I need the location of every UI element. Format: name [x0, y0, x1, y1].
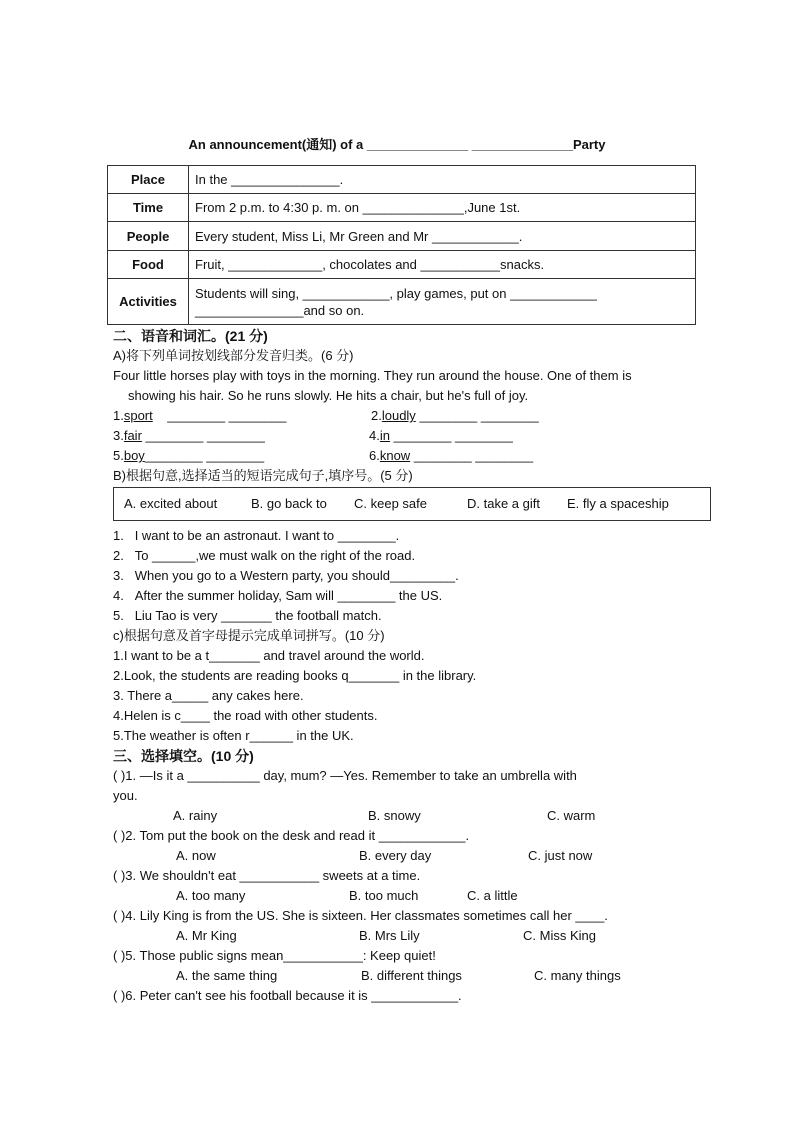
option-c: C. Miss King [523, 928, 596, 943]
row-value: Every student, Miss Li, Mr Green and Mr ____________. [189, 222, 696, 251]
option-a: A. now [176, 848, 216, 863]
list-item: 4. After the summer holiday, Sam will ________ the US. [113, 588, 443, 603]
list-item: 3. When you go to a Western party, you should_________. [113, 568, 459, 583]
list-item: 2.loudly ________ ________ [371, 408, 539, 423]
list-item: 5.boy________ ________ [113, 448, 265, 463]
option-a: A. rainy [173, 808, 218, 823]
option: E. fly a spaceship [567, 496, 669, 511]
list-item: 2. To ______,we must walk on the right of the road. [113, 548, 416, 563]
table-row [108, 222, 696, 251]
option-a: A. Mr King [176, 928, 237, 943]
list-item: 3.fair ________ ________ [113, 428, 265, 443]
partA-passage: showing his hair. So he runs slowly. He hits a chair, but he's full of joy. [128, 388, 529, 403]
list-item: 5.The weather is often r______ in the UK. [113, 728, 354, 743]
list-item: 1.sport ________ ________ [113, 408, 287, 423]
option-a: A. too many [176, 888, 246, 903]
table-row [108, 279, 696, 325]
list-item: 1. I want to be an astronaut. I want to ________. [113, 528, 400, 543]
announcement-table [107, 165, 696, 325]
option: B. go back to [251, 496, 327, 511]
option-b: B. every day [359, 848, 432, 863]
option-b: B. too much [349, 888, 419, 903]
row-value-line: _______________and so on. [195, 302, 365, 318]
list-item: 5. Liu Tao is very _______ the football match. [113, 608, 382, 623]
section3-heading: 三、选择填空。(10 分) [113, 748, 254, 764]
row-label: Time [108, 194, 189, 222]
row-value: Fruit, _____________, chocolates and ___________snacks. [189, 251, 696, 279]
question: ( )1. —Is it a __________ day, mum? —Yes. Remember to take an umbrella with [113, 768, 577, 783]
partA-heading: A)将下列单词按划线部分发音归类。(6 分) [113, 348, 354, 363]
announcement-title: An announcement(通知) of a ______________ ______________Party [188, 137, 606, 152]
row-label: Activities [108, 279, 189, 325]
question: ( )4. Lily King is from the US. She is sixteen. Her classmates sometimes call her ____. [113, 908, 608, 923]
option-c: C. a little [467, 888, 518, 903]
option-c: C. warm [547, 808, 596, 823]
question: ( )5. Those public signs mean___________: Keep quiet! [113, 948, 436, 963]
table-row [108, 194, 696, 222]
row-value-line: Students will sing, ____________, play games, put on ____________ [195, 285, 597, 301]
option-b: B. snowy [368, 808, 421, 823]
option: D. take a gift [467, 496, 540, 511]
option-c: C. many things [534, 968, 621, 983]
list-item: 2.Look, the students are reading books q_______ in the library. [113, 668, 477, 683]
list-item: 4.in ________ ________ [369, 428, 513, 443]
row-value: In the _______________. [189, 166, 696, 194]
list-item: 1.I want to be a t_______ and travel around the world. [113, 648, 425, 663]
list-item: 4.Helen is c____ the road with other students. [113, 708, 378, 723]
option-c: C. just now [528, 848, 593, 863]
question: ( )6. Peter can't see his football because it is ____________. [113, 988, 462, 1003]
option: A. excited about [124, 496, 218, 511]
list-item: 3. There a_____ any cakes here. [113, 688, 304, 703]
table-row [108, 251, 696, 279]
partB-heading: B)根据句意,选择适当的短语完成句子,填序号。(5 分) [113, 468, 413, 483]
question: ( )3. We shouldn't eat ___________ sweets at a time. [113, 868, 421, 883]
section2-heading: 二、语音和词汇。(21 分) [113, 328, 268, 344]
row-label: Place [108, 166, 189, 194]
row-value [189, 279, 696, 325]
option-a: A. the same thing [176, 968, 278, 983]
option: C. keep safe [354, 496, 427, 511]
table-row [108, 166, 696, 194]
partA-passage: Four little horses play with toys in the morning. They run around the house. One of them is [113, 368, 632, 383]
option-b: B. different things [361, 968, 462, 983]
partC-heading: c)根据句意及首字母提示完成单词拼写。(10 分) [113, 628, 385, 643]
options-box [113, 487, 711, 521]
row-label: Food [108, 251, 189, 279]
list-item: 6.know ________ ________ [369, 448, 534, 463]
option-b: B. Mrs Lily [359, 928, 420, 943]
question: ( )2. Tom put the book on the desk and read it ____________. [113, 828, 470, 843]
row-value: From 2 p.m. to 4:30 p. m. on ______________,June 1st. [189, 194, 696, 222]
question-continued: you. [113, 788, 138, 803]
row-label: People [108, 222, 189, 251]
